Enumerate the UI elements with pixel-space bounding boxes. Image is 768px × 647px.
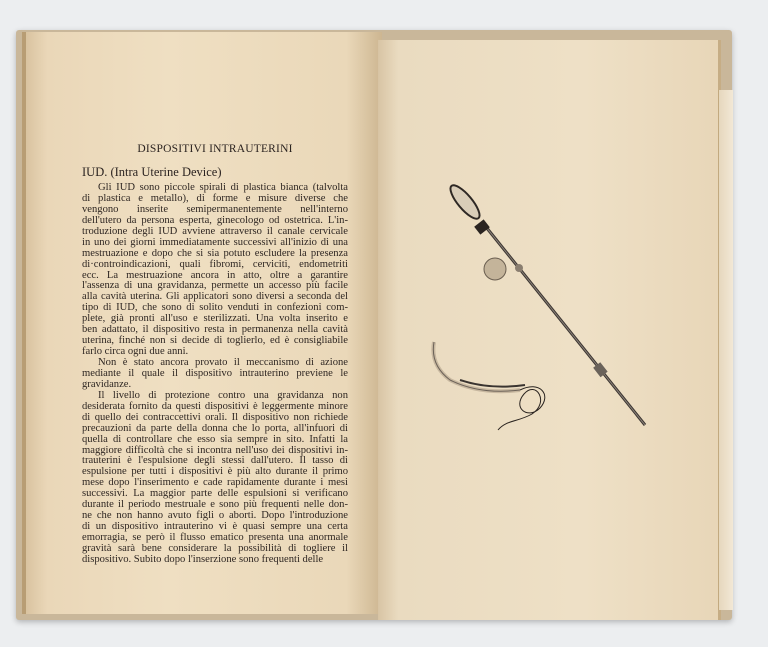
- text-line: emorragia, se però il flusso ematico presenta una anormale: [82, 532, 348, 543]
- text-line: trauterini è l'espulsione degli stessi dall'utero. Il tasso di: [82, 455, 348, 467]
- text-line: precauzioni da parte della donna che lo porta, all'infuori di: [82, 422, 348, 434]
- text-line: troduzione degli IUD avviene attraverso il canale cervicale: [82, 225, 348, 237]
- text-line: dell'utero da persona esperta, ginecologo od ostetrica. L'in-: [82, 214, 348, 226]
- text-line: Gli IUD sono piccole spirali di plastica bianca (talvolta: [98, 182, 348, 193]
- text-line: l'assenza di una gravidanza, permette un accesso più facile: [82, 280, 348, 292]
- inserter-rod: [474, 219, 645, 425]
- text-line: di quello dei contraccettivi orali. Il dispositivo non richiede: [82, 411, 348, 423]
- text-line: espulsione per tutti i dispositivi è più alto durante il primo: [82, 466, 348, 478]
- body-text: [82, 183, 348, 566]
- text-line: ecc. La mestruazione ancora in atto, oltre a garantire: [82, 269, 348, 281]
- text-line: gravidanze.: [82, 378, 132, 390]
- text-line: Il livello di protezione contro una gravidanza non: [98, 389, 348, 401]
- text-line: maggiore difficoltà che si incontra nell'uso dei dispositivi in-: [82, 444, 348, 456]
- text-line: di·controindicazioni, quali fibromi, cerviciti, endometriti: [82, 258, 348, 270]
- text-line: alla cavità uterina. Gli applicatori sono diversi a seconda del: [82, 291, 348, 303]
- text-line: farlo circa ogni due anni.: [82, 346, 189, 358]
- text-line: mestruazione e dopo che si sia potuto escludere la presenza: [82, 247, 348, 259]
- text-line: mese dopo l'inserimento e cade rapidamente durante i mesi: [82, 477, 348, 489]
- text-line: tipo di IUD, che sono di solito venduti in confezioni com-: [82, 302, 348, 314]
- text-line: mediante il quale il dispositivo intrauterino previene le: [82, 367, 348, 379]
- section-subtitle: IUD. (Intra Uterine Device): [82, 165, 222, 179]
- text-line: desiderata fornito da questi dispositivi è leggermente minore: [82, 400, 348, 412]
- text-line: ne che non hanno avuto figli o aborti. Dopo l'introduzione: [82, 510, 348, 522]
- text-line: durante il periodo mestruale e sono più frequenti nelle don-: [82, 499, 348, 511]
- text-line: ben adattato, il dispositivo resta in permanenza nella cavità: [82, 324, 348, 336]
- inserter-handle-loop: [446, 181, 484, 222]
- iud-device: [433, 342, 544, 430]
- text-line: uterina, finché non si decide di toglierlo, ed è consigliabile: [82, 335, 348, 347]
- text-line: in uno dei giorni immediatamente successivi all'inizio di una: [82, 236, 348, 248]
- text-line: quella di controllare che esso sia sempre in sito. Infatti la: [82, 433, 348, 445]
- chapter-title: DISPOSITIVI INTRAUTERINI: [137, 143, 293, 155]
- text-line: dispositivo. Subito dopo l'inserzione sono frequenti delle: [82, 553, 324, 565]
- text-line: gravità sarà bene considerare la possibilità di togliere il: [82, 542, 348, 554]
- text-line: successivi. La maggior parte delle espulsioni si verificano: [82, 488, 348, 500]
- text-line: Non è stato ancora provato il meccanismo di azione: [98, 357, 348, 368]
- page-edges: [718, 90, 733, 610]
- text-line: di un dispositivo intrauterino vi è quasi sempre una certa: [82, 521, 348, 533]
- flange-disc: [484, 258, 523, 280]
- iud-inserter-illustration: [420, 180, 660, 440]
- text-line: vengono inserite semipermanentemente nell'interno: [82, 203, 348, 215]
- text-line: plete, già pronti all'uso e sterilizzati. Una volta inserito e: [82, 313, 348, 325]
- text-line: di plastica e metallo), di forme e misure diverse che: [82, 192, 348, 204]
